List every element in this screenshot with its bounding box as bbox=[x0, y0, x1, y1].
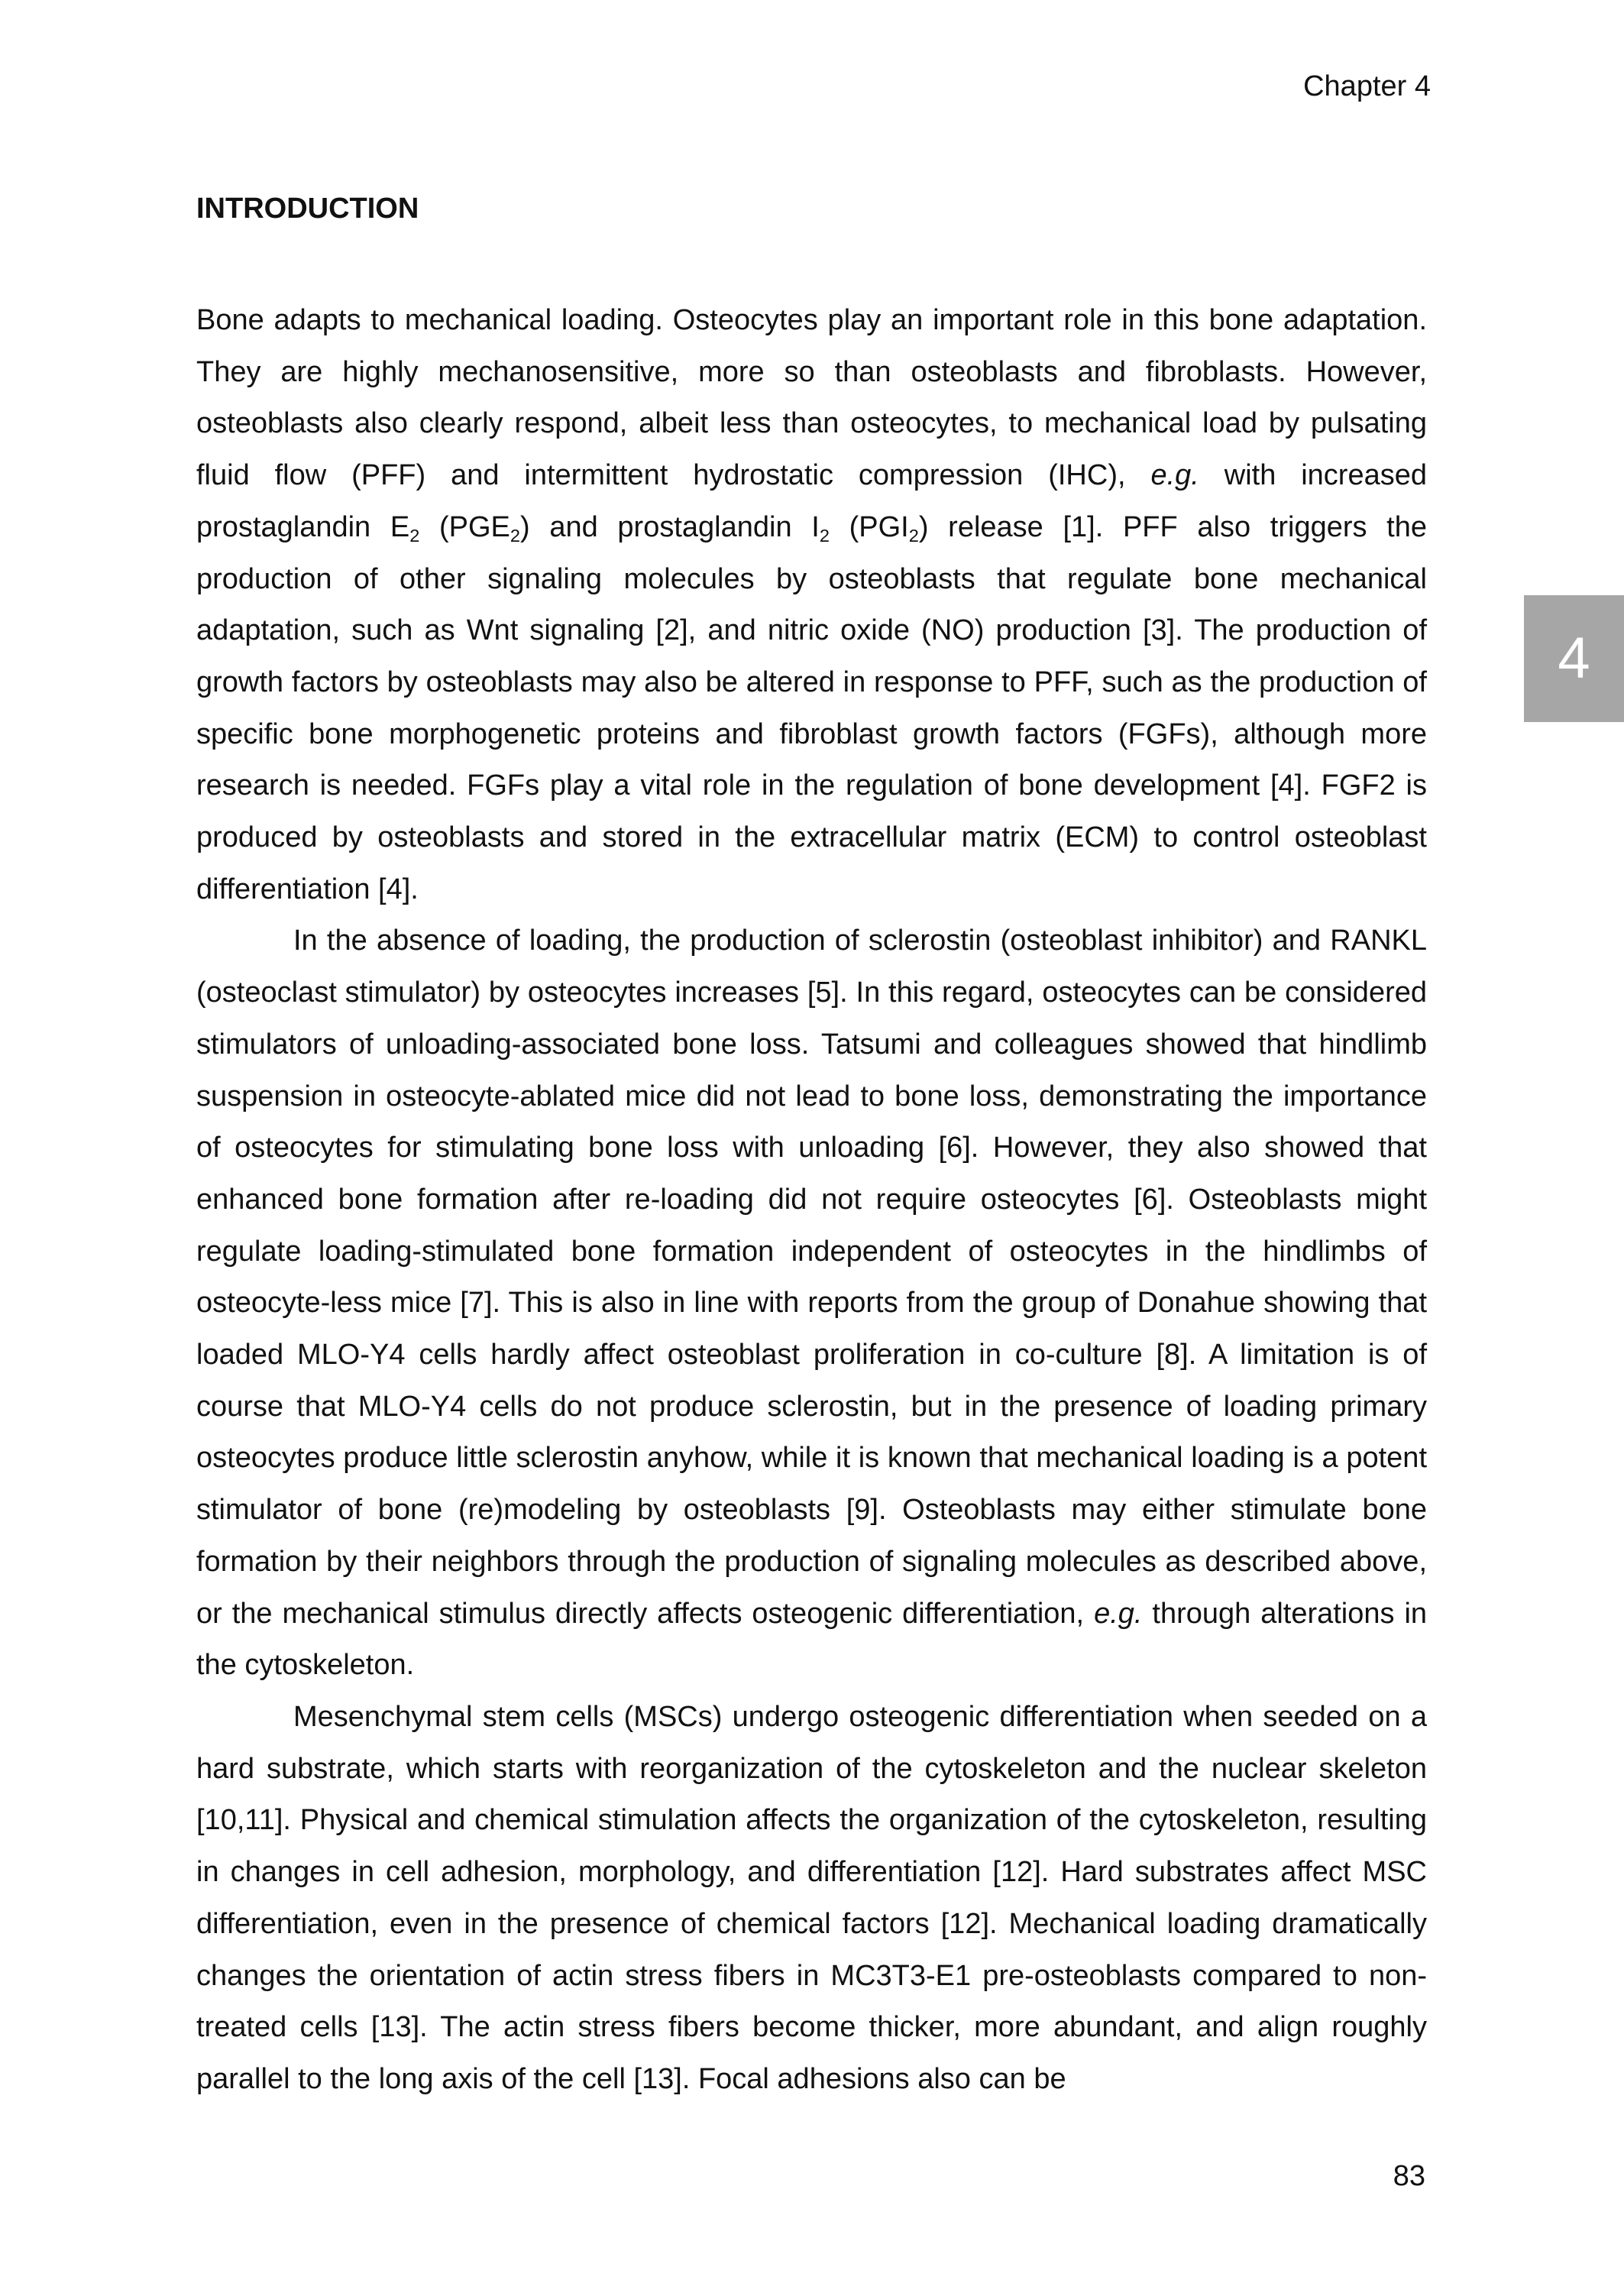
paragraph-1 bbox=[196, 295, 1427, 915]
chapter-tab: 4 bbox=[1524, 595, 1624, 722]
p2-text-1: In the absence of loading, the production of sclerostin (osteoblast inhibitor) and RANKL (osteoclast stimulator) by osteocytes increases [5]. In this regard, osteocytes can be considered stimulators of unloading-associated bone loss. Tatsumi and colleagues showed that hindlimb suspension in osteocyte-ablated mice did not lead to bone loss, demonstrating the importance of osteocytes for stimulating bone loss with unloading [6]. However, they also showed that enhanced bone formation after re-loading did not require osteocytes [6]. Osteoblasts might regulate loading-stimulated bone formation independent of osteocytes in the hindlimbs of osteocyte-less mice [7]. This is also in line with reports from the group of Donahue showing that loaded MLO-Y4 cells hardly affect osteoblast proliferation in co-culture [8]. A limitation is of course that MLO-Y4 cells do not produce sclerostin, but in the presence of loading primary osteocytes produce little sclerostin anyhow, while it is known that mechanical loading is a potent stimulator of bone (re)modeling by osteoblasts [9]. Osteoblasts may either stimulate bone formation by their neighbors through the production of signaling molecules as described above, or the mechanical stimulus directly affects osteogenic differentiation, bbox=[196, 925, 1427, 1630]
page-number: 83 bbox=[1393, 2160, 1425, 2192]
body-text bbox=[196, 295, 1427, 2106]
section-heading: INTRODUCTION bbox=[196, 193, 419, 225]
p1-text-4: ) and prostaglandin I bbox=[520, 510, 820, 543]
p1-text-3: (PGE bbox=[419, 510, 510, 543]
p2-text-2: through alterations in the cytoskeleton. bbox=[196, 1597, 1428, 1682]
subscript-2-a: 2 bbox=[409, 525, 420, 546]
running-head: Chapter 4 bbox=[1303, 70, 1431, 102]
subscript-2-d: 2 bbox=[908, 525, 919, 546]
abbr-eg-2: e.g. bbox=[1094, 1597, 1143, 1630]
abbr-eg-1: e.g. bbox=[1150, 459, 1199, 492]
p1-text-6: ) release [1]. PFF also triggers the production of other signaling molecules by osteoblasts that regulate bone mechanical adaptation, such as Wnt signaling [2], and nitric oxide (NO) production [3]. The production of growth factors by osteoblasts may also be altered in response to PFF, such as the production of specific bone morphogenetic proteins and fibroblast growth factors (FGFs), although more research is needed. FGFs play a vital role in the regulation of bone development [4]. FGF2 is produced by osteoblasts and stored in the extracellular matrix (ECM) to control osteoblast differentiation [4]. bbox=[196, 510, 1428, 905]
p1-text-2: with increased prostaglandin E bbox=[196, 459, 1427, 543]
subscript-2-c: 2 bbox=[819, 525, 830, 546]
subscript-2-b: 2 bbox=[510, 525, 521, 546]
p1-text-1: Bone adapts to mechanical loading. Osteocytes play an important role in this bone adaptation. They are highly mechanosensitive, more so than osteoblasts and fibroblasts. However, osteoblasts also clearly respond, albeit less than osteocytes, to mechanical load by pulsating fluid flow (PFF) and intermittent hydrostatic compression (IHC), bbox=[196, 304, 1427, 492]
paragraph-2 bbox=[196, 915, 1427, 1692]
p1-text-5: (PGI bbox=[829, 510, 909, 543]
paragraph-3 bbox=[196, 1692, 1427, 2106]
p3-text-1: Mesenchymal stem cells (MSCs) undergo osteogenic differentiation when seeded on a hard substrate, which starts with reorganization of the cytoskeleton and the nuclear skeleton [10,11]. Physical and chemical stimulation affects the organization of the cytoskeleton, resulting in changes in cell adhesion, morphology, and differentiation [12]. Hard substrates affect MSC differentiation, even in the presence of chemical factors [12]. Mechanical loading dramatically changes the orientation of actin stress fibers in MC3T3-E1 pre-osteoblasts compared to non-treated cells [13]. The actin stress fibers become thicker, more abundant, and align roughly parallel to the long axis of the cell [13]. Focal adhesions also can be bbox=[196, 1700, 1427, 2095]
